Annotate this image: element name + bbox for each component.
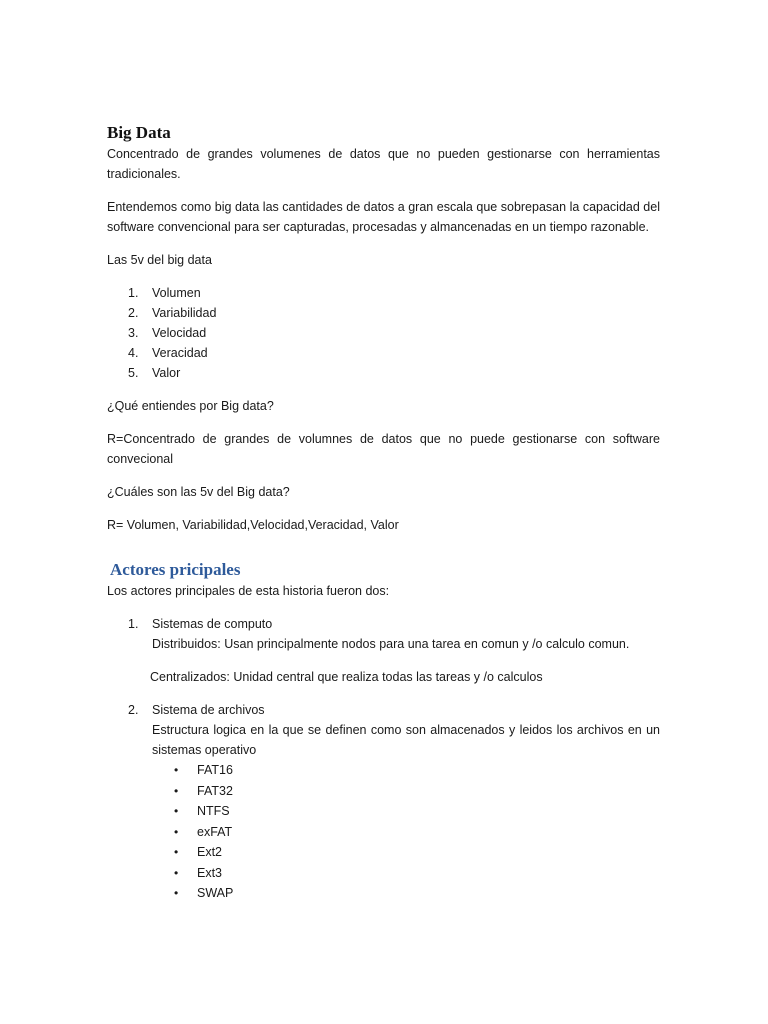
bullet-icon: •: [174, 804, 179, 818]
filesystem-name: NTFS: [197, 804, 230, 818]
paragraph-actores-intro: Los actores principales de esta historia fueron dos:: [107, 584, 390, 598]
list-item-text: Velocidad: [152, 326, 207, 340]
question-1: ¿Qué entiendes por Big data?: [107, 399, 274, 413]
filesystem-name: exFAT: [197, 824, 233, 839]
answer-2: R= Volumen, Variabilidad,Velocidad,Veracidad, Valor: [107, 518, 399, 532]
paragraph-definition: Concentrado de grandes volumenes de datos que no pueden gestionarse con herramientas tradicionales.: [107, 147, 660, 181]
filesystem-name: Ext3: [197, 865, 223, 880]
document-page: [107, 122, 660, 904]
bullet-icon: •: [174, 886, 179, 900]
list-item: [107, 323, 660, 343]
heading-actores: Actores pricipales: [110, 560, 241, 579]
list-5v: [107, 283, 660, 383]
list-number: 2.: [128, 306, 139, 320]
paragraph-5v-intro: Las 5v del big data: [107, 253, 212, 267]
list-item: [107, 283, 660, 303]
list-item-title: Sistemas de computo: [152, 617, 273, 631]
bullet-icon: •: [174, 824, 179, 839]
list-item-text: Veracidad: [152, 346, 208, 360]
list-item-sistemas-computo: [107, 614, 660, 654]
list-number: 1.: [128, 286, 139, 300]
list-item: [107, 343, 660, 363]
filesystem-name: Ext2: [197, 845, 223, 859]
heading-big-data: Big Data: [107, 123, 171, 142]
filesystem-item: [107, 760, 660, 781]
filesystem-item: [107, 842, 660, 863]
question-2: ¿Cuáles son las 5v del Big data?: [107, 485, 290, 499]
filesystem-item: [107, 863, 660, 884]
centralizados-text: Centralizados: Unidad central que realiza todas las tareas y /o calculos: [150, 670, 543, 684]
bullet-icon: •: [174, 763, 179, 777]
list-item-text: Variabilidad: [152, 306, 217, 320]
list-number: 3.: [128, 326, 139, 340]
distribuidos-text: Distribuidos: Usan principalmente nodos para una tarea en comun y /o calculo comun.: [152, 637, 630, 651]
list-number: 4.: [128, 346, 139, 360]
list-number: 2.: [128, 703, 139, 717]
filesystem-item: [107, 883, 660, 904]
archivos-description: Estructura logica en la que se definen como son almacenados y leidos los archivos en un sistemas operativo: [152, 723, 660, 757]
filesystem-name: FAT32: [197, 783, 233, 798]
paragraph-understanding: Entendemos como big data las cantidades de datos a gran escala que sobrepasan la capacidad del software convencional para ser capturadas, procesadas y almancenadas en un tiempo razonable.: [107, 200, 660, 234]
list-item-text: Valor: [152, 366, 181, 380]
list-actores-continued: [107, 700, 660, 760]
bullet-icon: •: [174, 845, 179, 859]
list-item: [107, 303, 660, 323]
filesystem-item: [107, 801, 660, 822]
list-item-title: Sistema de archivos: [152, 703, 265, 717]
bullet-icon: •: [174, 865, 179, 880]
list-number: 1.: [128, 617, 139, 631]
filesystem-item: [107, 781, 660, 802]
bullet-icon: •: [174, 783, 179, 798]
list-item-text: Volumen: [152, 286, 201, 300]
filesystem-name: FAT16: [197, 763, 233, 777]
list-actores: [107, 614, 660, 654]
filesystem-list: [107, 760, 660, 904]
list-number: 5.: [128, 366, 139, 380]
list-item: [107, 363, 660, 383]
filesystem-name: SWAP: [197, 886, 234, 900]
filesystem-item: [107, 822, 660, 843]
answer-1: R=Concentrado de grandes de volumnes de datos que no puede gestionarse con software convecional: [107, 432, 660, 466]
list-item-sistema-archivos: [107, 700, 660, 760]
